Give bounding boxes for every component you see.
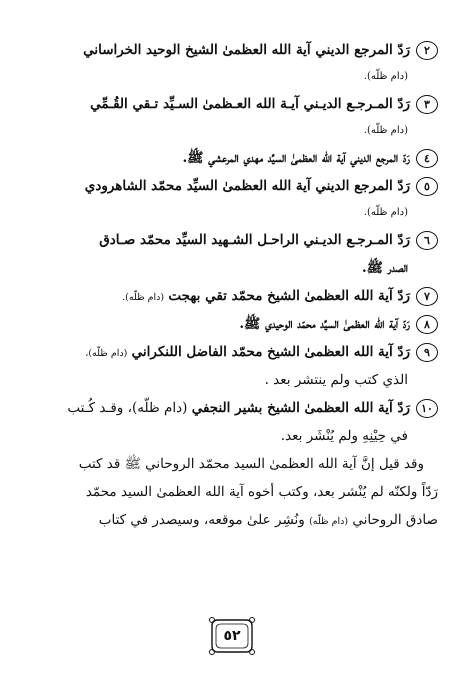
continuation-text: الصدر ﷺ. (361, 260, 408, 276)
item-text: رَدّ آية الله العظمىٰ الشيخ محمّد الفاضل اللنكراني (131, 344, 410, 360)
item-continuation (40, 422, 438, 450)
item-text: رَدّ المـرجـع الديـني الراحـل الشـهيد السيِّد محمّد صـادق (99, 232, 410, 248)
item-number-badge: ٢ (416, 41, 438, 60)
list-item-9 (40, 338, 438, 366)
item-text: رَدّ المـرجـع الديـني آيـة الله العـظمىٰ السـيِّد تـقي القُـمِّي (90, 96, 410, 112)
item-number-badge: ٥ (416, 177, 438, 196)
item-number-badge: ١٠ (416, 399, 438, 418)
item-tail: (دام ظلّه). (122, 292, 165, 303)
paragraph-note: (دام ظلّه) (309, 516, 349, 527)
paragraph-text: رَدّاً ولكنّه لم يُنْشر بعد، وكتب أخوه آية الله العظمىٰ السيد محمّد (85, 484, 438, 500)
note-text: (دام ظلّه). (363, 125, 408, 136)
note-text: (دام ظلّه). (363, 71, 408, 82)
item-number-badge: ٩ (416, 343, 438, 362)
continuation-text: الذي كتب ولم ينتشر بعد . (264, 372, 408, 388)
paragraph-line-1 (40, 450, 438, 478)
body-text (40, 36, 438, 534)
item-note (40, 200, 438, 226)
item-note (40, 64, 438, 90)
item-text: رَدّ آية الله العظمىٰ الشيخ محمّد تقي بهجت (168, 288, 410, 304)
item-note (40, 118, 438, 144)
paragraph-line-3 (40, 506, 438, 534)
list-item-2 (40, 36, 438, 64)
item-number-badge: ٧ (416, 287, 438, 306)
list-item-8 (40, 310, 438, 338)
list-item-4 (40, 144, 438, 172)
item-tail: (دام ظلّه)، وقـد كُـتب (67, 400, 188, 416)
item-text: رَدّ آية الله العظمىٰ السيِّد محمّد الوحيدي ﷺ. (239, 316, 410, 332)
item-text: رَدّ آية الله العظمىٰ الشيخ بشير النجفي (191, 400, 410, 416)
list-item-6 (40, 226, 438, 254)
item-number-badge: ٨ (416, 315, 438, 334)
item-tail: (دام ظلّه)، (85, 348, 128, 359)
paragraph-text: وقد قيل إنَّ آية الله العظمىٰ السيد محمّد الروحاني ﷺ قد كتب (78, 456, 424, 472)
paragraph-text: ونُشِر علىٰ موقعه، وسيصدر في كتاب (98, 512, 305, 528)
item-number-badge: ٣ (416, 95, 438, 114)
paragraph-line-2 (40, 478, 438, 506)
paragraph-text: صادق الروحاني (352, 512, 438, 528)
item-number-badge: ٤ (416, 149, 438, 168)
item-continuation (40, 254, 438, 282)
list-item-7 (40, 282, 438, 310)
continuation-text: في حِيْنِهِ ولم يُنْشَر بعد. (280, 428, 408, 444)
page-number-ornament (208, 616, 256, 656)
item-text: رَدّ المرجع الديني آية الله العظمىٰ الشيخ الوحيد الخراساني (83, 42, 410, 58)
item-number-badge: ٦ (416, 231, 438, 250)
page-number: ٥٢ (223, 628, 241, 644)
item-continuation (40, 366, 438, 394)
list-item-10 (40, 394, 438, 422)
list-item-3 (40, 90, 438, 118)
item-text: رَدّ المرجع الديني آية الله العظمىٰ السيِّد محمّد الشاهرودي (84, 178, 410, 194)
item-text: رَدّ المرجع الديني آية الله العظمىٰ السيِّد مهدي المرعشي ﷺ. (182, 150, 410, 166)
list-item-5 (40, 172, 438, 200)
note-text: (دام ظلّه). (363, 207, 408, 218)
